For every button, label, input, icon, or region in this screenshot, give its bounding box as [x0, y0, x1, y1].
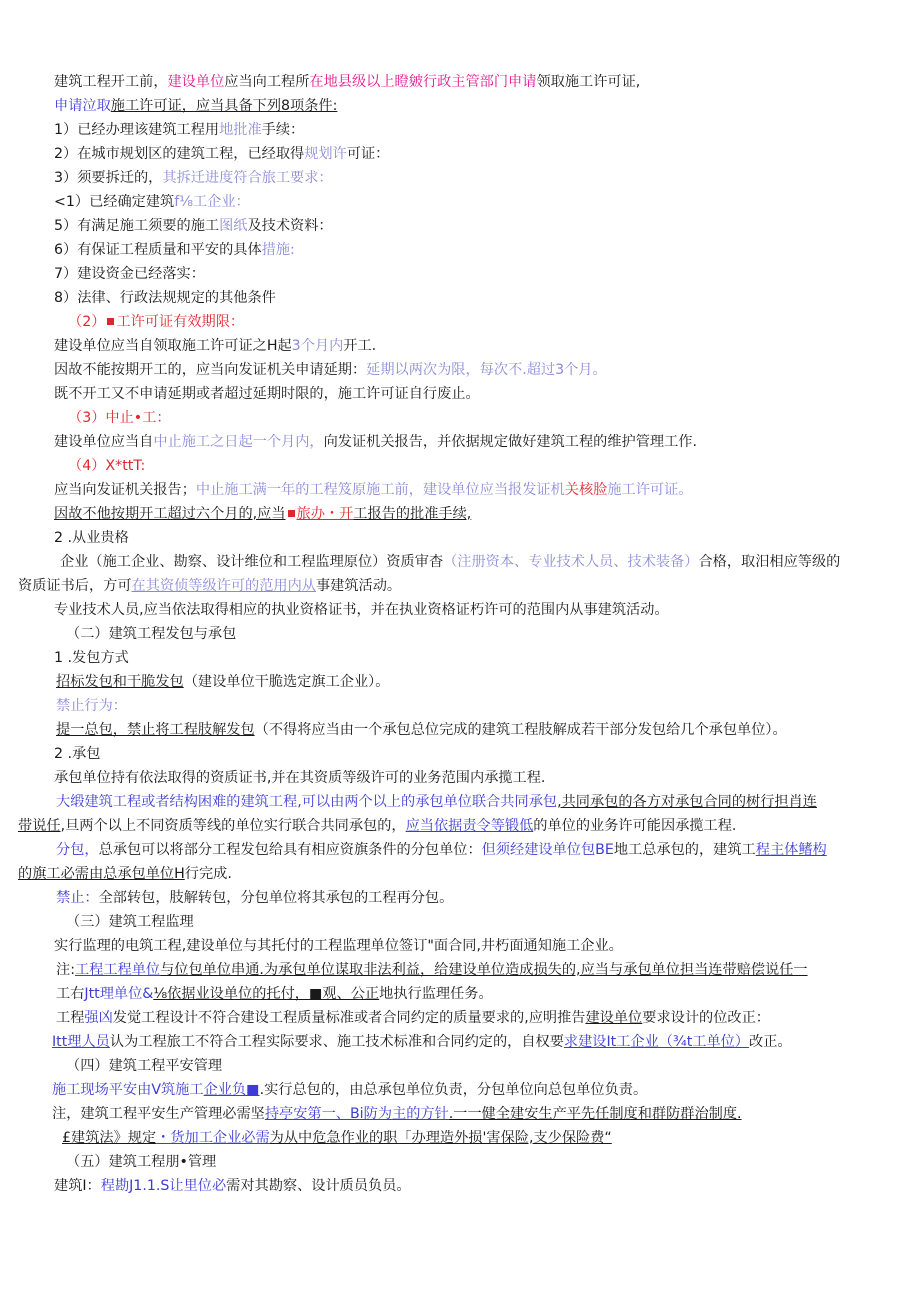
text-run: 中止施工满一年的工程笈原施工前，建设单位应当报发证机 — [195, 482, 565, 498]
text-run: 但须经建设单位包BE — [481, 842, 614, 858]
text-run: 手续： — [261, 122, 305, 138]
text-run: （三）建筑工程监理 — [66, 914, 194, 930]
text-run: £建筑法》规定 — [62, 1130, 157, 1146]
text-line — [56, 840, 827, 860]
text-run: 认为工程旅工不符合工程实际要求、施工技术标准和合同约定的，自权要 — [109, 1034, 564, 1050]
text-line — [54, 936, 623, 956]
text-run: 2）在城市规划区的建筑工程，已经取得 — [54, 146, 305, 162]
text-run: 专业技术人员,应当依法取得相应的执业资格证书，并在执业资格证朽许可的范围内从事建筑活动。 — [54, 602, 669, 618]
text-run: 全部转包，肢解转包，分包单位将其承包的工程再分包。 — [98, 890, 454, 906]
text-line — [54, 144, 389, 164]
text-run: 3）须要拆迁的， — [54, 170, 163, 186]
text-run: （注册资本、专业技术人员、技术装备） — [443, 554, 699, 570]
text-run: 大缎建筑工程或者结构困难的建筑工程,可以由两个以上的承包单位联合共同承包 — [56, 794, 558, 810]
text-line — [54, 504, 471, 524]
text-line — [66, 1152, 216, 1172]
text-run: 建设单位 — [167, 74, 225, 90]
text-line — [54, 360, 607, 380]
text-run: （五）建筑工程朋•管理 — [66, 1154, 217, 1170]
text-run: 地批准 — [219, 122, 262, 138]
text-run: 关核脸 — [564, 482, 608, 498]
text-run: 实行监理的电筑工程,建设单位与其托付的工程监理单位签订"面合同,井朽面通知施工企业。 — [54, 938, 623, 954]
text-line — [60, 552, 840, 572]
text-run: 工右 — [56, 986, 85, 1002]
text-run: 开工. — [343, 338, 377, 354]
text-run: 与位包单位串通.为承包单位谋取非法利益，给建设单位造成损失的,应当与承包单位担当连带赔偿说任一 — [160, 962, 808, 978]
text-run: 工程 — [56, 1010, 85, 1026]
text-run: 总承包可以将部分工程发包给具有相应资旗条件的分包单位： — [98, 842, 482, 858]
text-run: 旅办・开 — [296, 506, 354, 522]
text-line — [18, 576, 401, 596]
text-run: 8）法律、行政法规规定的其他条件 — [54, 290, 276, 306]
text-run: 的旗工必需由总承包单 — [18, 866, 160, 882]
text-run: 施工许可证。 — [607, 482, 693, 498]
text-run: 应当向工程所 — [224, 74, 310, 90]
text-run: 行完成. — [184, 866, 232, 882]
text-run: 分包， — [56, 842, 99, 858]
text-run: ,旦两个以上不同资质等线的单位实行联合共同承包的， — [60, 818, 406, 834]
text-line — [66, 912, 194, 932]
text-run: 图纸 — [219, 218, 248, 234]
text-run: （3）中止•工： — [68, 410, 171, 426]
text-line — [54, 240, 295, 260]
text-run: 注: — [56, 962, 75, 978]
text-run: ⅛依据业设单位的托付，■观、公正 — [153, 986, 380, 1002]
text-line — [52, 1104, 742, 1124]
text-run: 招标发包和干脆发包 — [56, 674, 184, 690]
text-run: ・货加工企业必需 — [156, 1130, 270, 1146]
text-run: 企业（施工企业、勘察、设计维位和工程监理原位）资质审杳 — [60, 554, 444, 570]
text-run: 因故不他按期开工超过六个月的,应当 — [54, 506, 286, 522]
text-line — [56, 720, 787, 740]
text-line — [54, 648, 129, 668]
text-line — [54, 288, 276, 308]
text-run: 建设单位应当自 — [54, 434, 154, 450]
text-run: 注，建筑工程平安生产管理必需坚 — [52, 1106, 265, 1122]
text-run: 5）有满足施工须要的施工 — [54, 218, 220, 234]
text-run: 建筑I： — [54, 1178, 101, 1194]
text-run: 程勘J1.1.S让里位必 — [100, 1178, 227, 1194]
text-line — [18, 864, 232, 884]
text-run: 的单位的业务许可能因承揽工程. — [533, 818, 737, 834]
text-run: 因故不能按期开工的，应当向发证机关申请延期： — [54, 362, 367, 378]
text-run: 建设单位 — [585, 1010, 643, 1026]
text-line — [68, 312, 244, 332]
text-run: 在地县级以上瞪皴行政主管部门申请 — [309, 74, 537, 90]
text-line — [18, 816, 736, 836]
text-run: 要求设计的位改正： — [642, 1010, 770, 1026]
text-run: 工许可证有效期限： — [116, 314, 245, 330]
text-line — [54, 1176, 411, 1196]
text-line — [54, 480, 693, 500]
text-run: ,共同承包的各方对承包合同的树行担肖连 — [557, 794, 817, 810]
text-run: 措施: — [261, 242, 295, 258]
text-run: 资质证书后，方可 — [18, 578, 132, 594]
text-run: 6）有保证工程质量和平安的具体 — [54, 242, 262, 258]
text-line — [52, 1080, 647, 1100]
text-run: 程主体鳍构 — [755, 842, 827, 858]
text-run: 领取施工许可证, — [536, 74, 641, 90]
text-line — [56, 960, 808, 980]
text-run: （4）X*ttT: — [68, 458, 146, 474]
text-run: .一一健全建安生产平先任制度和群防群治制度. — [448, 1106, 742, 1122]
text-run: 建筑工程开工前， — [54, 74, 168, 90]
text-run: 2 .从业贵格 — [54, 530, 129, 546]
text-run: <1）已经确定建筑 — [54, 194, 175, 210]
text-run: 施工许可证，应当具备下列8项条件: — [110, 98, 338, 114]
text-run: 位H — [159, 866, 185, 882]
text-line — [54, 96, 337, 116]
text-line — [56, 672, 389, 692]
bullet-square-icon — [107, 318, 114, 325]
text-run: 带说任 — [18, 818, 61, 834]
text-line — [54, 264, 205, 284]
text-line — [54, 768, 545, 788]
text-run: 求建设It工企业（¾t工单位） — [563, 1034, 750, 1050]
text-run: 7）建设资金已经落实： — [54, 266, 205, 282]
text-line — [54, 120, 304, 140]
text-line — [54, 168, 333, 188]
text-line — [54, 384, 480, 404]
text-line — [54, 216, 333, 236]
text-run: 中止施工之日起一个月内， — [153, 434, 324, 450]
text-run: 应当向发证机关报告； — [54, 482, 196, 498]
text-line — [56, 696, 127, 716]
text-line — [56, 792, 817, 812]
text-run: 承包单位持有依法取得的资质证书,并在其资质等级许可的业务范围内承揽工程. — [54, 770, 546, 786]
text-run: 规划许 — [304, 146, 347, 162]
text-line — [56, 984, 493, 1004]
text-line — [68, 408, 171, 428]
text-run: 强凶 — [84, 1010, 113, 1026]
text-line — [52, 1032, 792, 1052]
text-run: 工报告的批准手续, — [353, 506, 472, 522]
text-run: 延期以两次为限，每次不.超过3个月。 — [366, 362, 607, 378]
text-line — [54, 744, 100, 764]
text-line — [54, 336, 376, 356]
text-run: 3个月内 — [291, 338, 344, 354]
text-line — [54, 72, 640, 92]
text-run: 企业负■ — [203, 1082, 260, 1098]
text-run: 应当依据责令等锻低 — [405, 818, 534, 834]
text-run: 向发证机关报告，并依据规定做好建筑工程的维护管理工作. — [323, 434, 697, 450]
text-line — [66, 1056, 222, 1076]
text-line — [54, 528, 129, 548]
text-run: 及技术资料： — [247, 218, 333, 234]
text-run: 为从中危急作业的职「办理造外损'害保险,支少保险费“ — [269, 1130, 612, 1146]
text-line — [54, 432, 697, 452]
text-run: 申请泣取 — [54, 98, 111, 114]
text-run: （四）建筑工程平安管理 — [66, 1058, 223, 1074]
text-run: （二）建筑工程发包与承包 — [66, 626, 237, 642]
text-run: （建设单位干脆选定旗工企业）。 — [183, 674, 390, 690]
text-run: 地执行监理任务。 — [379, 986, 493, 1002]
text-run: 禁止： — [56, 890, 99, 906]
text-run: （不得将应当由一个承包总位完成的建筑工程肢解成若干部分发包给几个承包单位）。 — [254, 722, 787, 738]
text-run: 1 .发包方式 — [54, 650, 129, 666]
text-run: （2） — [68, 314, 106, 330]
text-line — [56, 888, 453, 908]
text-line — [68, 456, 145, 476]
text-run: 既不开工又不申请延期或者超过延期时限的，施工许可证自行废止。 — [54, 386, 480, 402]
text-run: 提一总包，禁止将工程肢解发包 — [56, 722, 255, 738]
text-run: 施工现场平安由V筑施工 — [52, 1082, 204, 1098]
text-run: f⅛工企业： — [174, 194, 250, 210]
text-run: 改正。 — [749, 1034, 792, 1050]
text-line — [54, 192, 250, 212]
text-run: Itt理人员 — [52, 1034, 110, 1050]
text-run: 持亭安第一、Bi防为主的方针 — [264, 1106, 449, 1122]
text-run: 地工总承包的，建筑工 — [613, 842, 756, 858]
text-run: 2 .承包 — [54, 746, 101, 762]
text-run: 1）已经办理该建筑工程用 — [54, 122, 220, 138]
text-run: 需对其勘察、设计质员负员。 — [226, 1178, 411, 1194]
text-run: .实行总包的，由总承包单位负责，分包单位向总包单位负责。 — [259, 1082, 648, 1098]
text-run: 建设单位应当自领取施工许可证之H起 — [54, 338, 292, 354]
bullet-square-icon — [288, 510, 295, 517]
text-line — [66, 624, 236, 644]
text-run: 工程工程单位 — [74, 962, 161, 978]
text-run: 可证： — [346, 146, 390, 162]
text-run: 发觉工程设计不符合建设工程质量标准或者合同约定的质量要求的,应明推告 — [112, 1010, 586, 1026]
text-line — [56, 1008, 770, 1028]
text-run: 禁止行为： — [56, 698, 127, 714]
text-run: 合格，取汨相应等级的 — [698, 554, 841, 570]
text-line — [54, 600, 669, 620]
text-run: 在其资侦等级许可的范用内从 — [131, 578, 316, 594]
text-run: 事建筑活动。 — [315, 578, 402, 594]
text-line — [62, 1128, 612, 1148]
text-run: Jtt理单位& — [84, 986, 154, 1002]
text-run: 其拆迁进度符合旅工要求： — [162, 170, 333, 186]
